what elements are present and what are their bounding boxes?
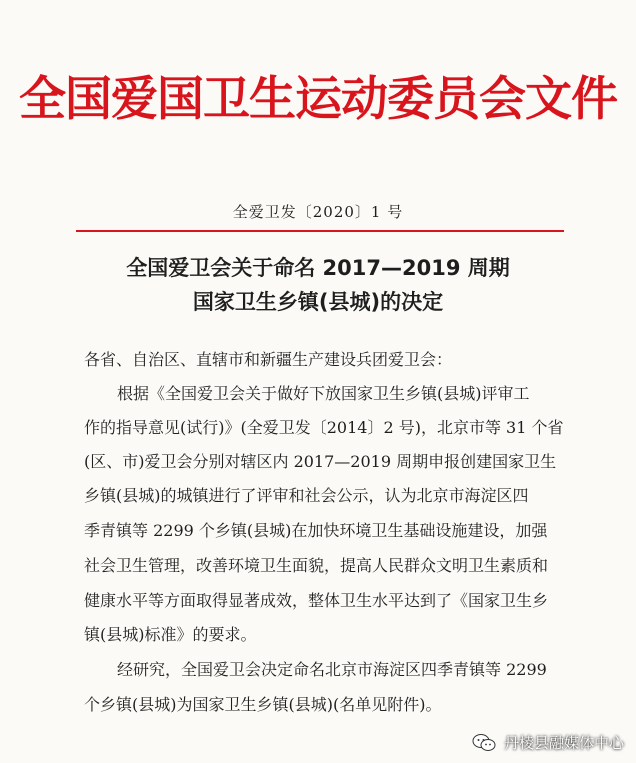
- paragraph-line: 社会卫生管理，改善环境卫生面貌，提高人民群众文明卫生素质和: [84, 556, 549, 575]
- wechat-watermark: [472, 732, 624, 753]
- paragraph-line: 健康水平等方面取得显著成效，整体卫生水平达到了《国家卫生乡: [84, 591, 549, 610]
- paragraph-line: 作的指导意见(试行)》(全爱卫发〔2014〕2 号)，北京市等 31 个省: [84, 418, 564, 437]
- paragraph-line: 根据《全国爱卫会关于做好下放国家卫生乡镇(县城)评审工: [117, 384, 530, 403]
- red-divider-line: [76, 230, 564, 232]
- paragraph-line: 个乡镇(县城)为国家卫生乡镇(县城)(名单见附件)。: [84, 695, 442, 714]
- paragraph-line: (区、市)爱卫会分别对辖区内 2017—2019 周期申报创建国家卫生: [84, 452, 557, 471]
- document-header-title: 全国爱国卫生运动委员会文件: [19, 72, 617, 127]
- salutation: 各省、自治区、直辖市和新疆生产建设兵团爱卫会：: [84, 350, 453, 369]
- watermark-label: 丹棱县融媒体中心: [503, 734, 624, 752]
- wechat-icon: [472, 733, 496, 753]
- paragraph-line: 季青镇等 2299 个乡镇(县城)在加快环境卫生基础设施建设，加强: [84, 521, 548, 540]
- document-title-line-1: 全国爱卫会关于命名 2017—2019 周期: [126, 256, 510, 280]
- paragraph-line: 乡镇(县城)的城镇进行了评审和社会公示，认为北京市海淀区四: [84, 486, 529, 505]
- paragraph-line: 经研究，全国爱卫会决定命名北京市海淀区四季青镇等 2299: [117, 660, 547, 679]
- document-title-line-2: 国家卫生乡镇(县城)的决定: [192, 290, 444, 314]
- paragraph-line: 镇(县城)标准》的要求。: [84, 625, 257, 644]
- document-number: 全爱卫发〔2020〕1 号: [232, 203, 404, 221]
